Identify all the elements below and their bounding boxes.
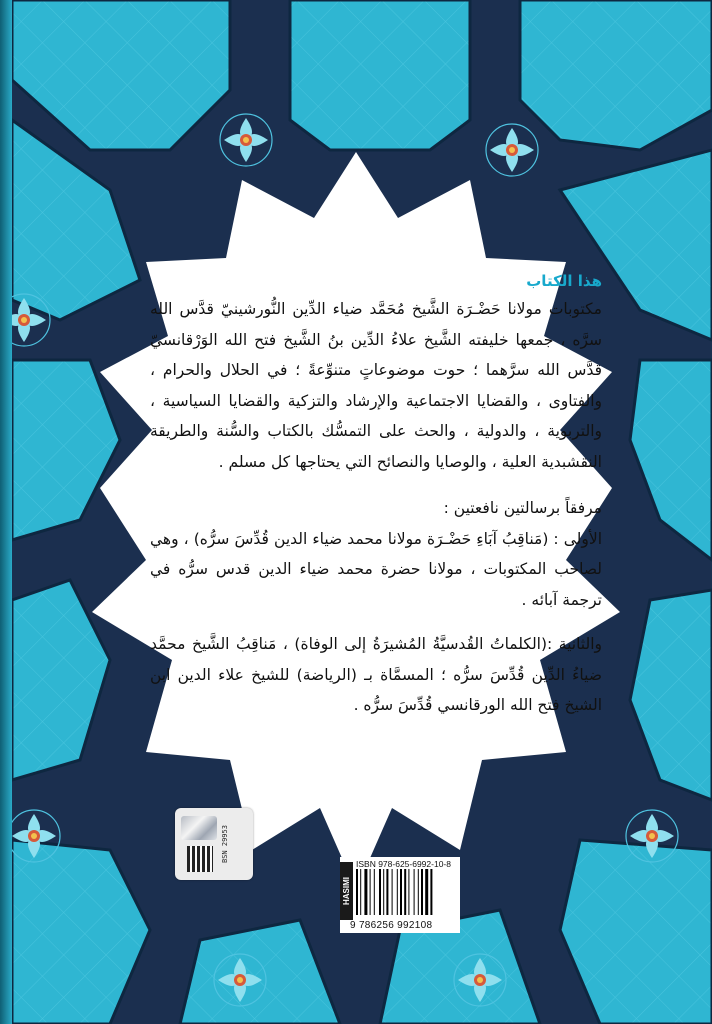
attachment-first: الأولى : (مَناقِبُ آبَاءِ حَضْـرَة مولانا محمد ضياء الدين قُدِّسَ سرُّه) ، وهي لصاحب المكتوبات ، مولانا حضرة محمد ضياء الدين قدس سرُّه في ترجمة آبائه .: [150, 529, 602, 609]
publisher-logo: [340, 862, 353, 920]
qr-code-icon: [187, 846, 213, 872]
hologram-icon: [181, 816, 217, 840]
isbn-label: ISBN 978-625-6992-10-8: [356, 859, 451, 869]
security-sticker: [175, 808, 253, 880]
sticker-code: BSN 29953: [221, 825, 229, 863]
book-spine-edge: [0, 0, 12, 1024]
attachments-intro: مرفقاً برسالتين نافعتين :: [443, 499, 602, 517]
barcode-icon: [356, 869, 466, 921]
book-description: مكتوبات مولانا حَضْـرَة الشَّيخ مُحَمَّد ضياء الدِّين النُّورشينيّ قدَّس الله سرَّه ، جمعها خليفته الشَّيخ علاءُ الدِّين بنُ الشَّيخ فتح الله الوَرْقانسيّ قدَّس الله سرَّهما ؛ حوت موضوعاتٍ متنوِّعةً ؛ في الحلال والحرام ، والفتاوى ، والقضايا الاجتماعية والإرشاد والتزكية والقضايا السياسية ، والتربوية ، والدولية ، والحث على التمسُّك بالكتاب والسُّنة والطريقة النقشبدية العلية ، والوصايا والنصائح التي يحتاجها كل مسلم .: [150, 300, 602, 471]
attachment-second: والثانية :(الكلماتُ القُدسيَّةُ المُشيرَةُ إلى الوفاة) ، مَناقِبُ الشَّيخ محمَّد ضياءُ الدِّين قُدِّسَ سرُّه ؛ المسمَّاة بـ (الرياضة) للشيخ علاء الدين ابن الشيخ فتح الله الورقانسي قُدِّسَ سرُّه .: [150, 635, 602, 714]
back-cover-text: [150, 272, 602, 721]
publisher-logo-text: HASIMI: [342, 877, 351, 905]
book-heading: هذا الكتاب: [526, 272, 602, 290]
barcode-digits: 9 786256 992108: [350, 920, 433, 931]
